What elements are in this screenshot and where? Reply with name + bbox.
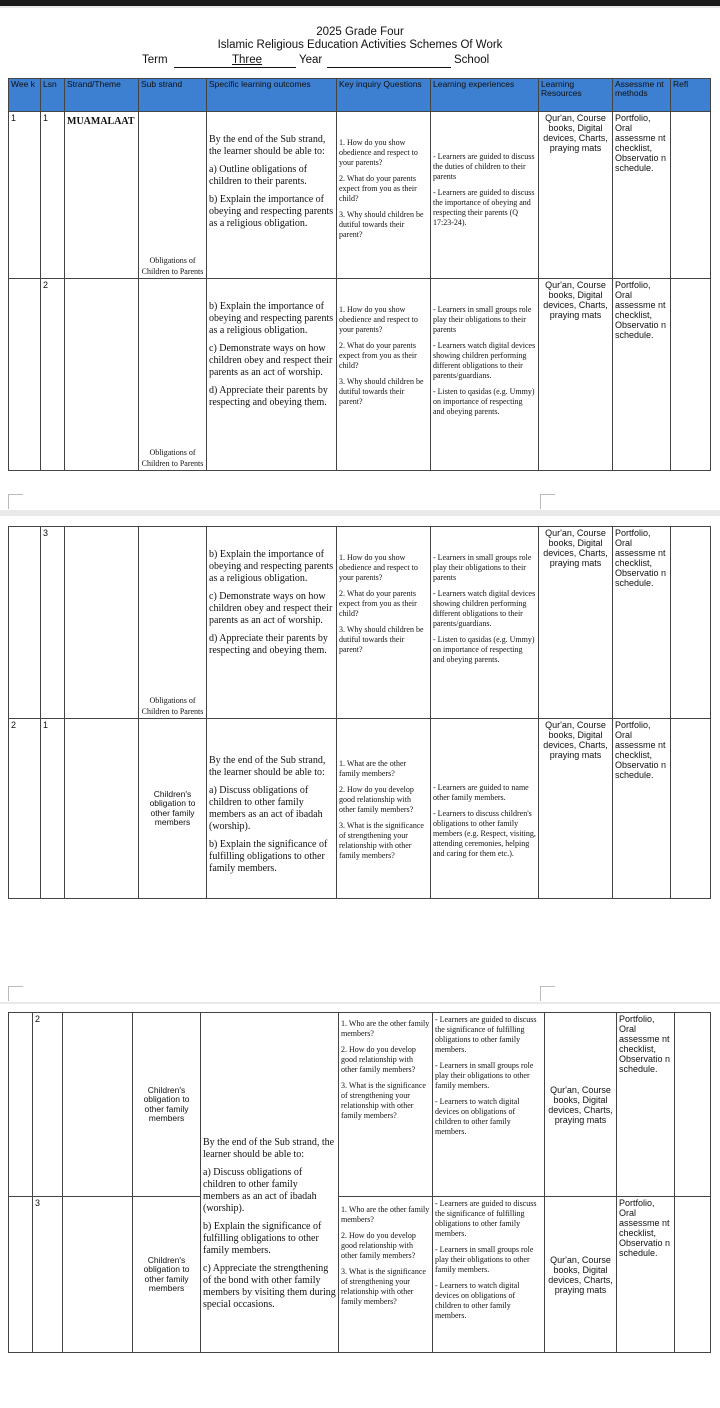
experiences-cell: - Learners in small groups role play their obligations to their parents - Learners watch digital devices showing children performing different obligations to their parents/guardians. - Listen to qasidas (e.g. Ummy) on importance of respecting and obeying parents. — [431, 527, 539, 719]
school-label: School — [454, 54, 490, 66]
outcomes-cell: By the end of the Sub strand, the learner should be able to: a) Outline obligations of children to their parents. b) Explain the importance of obeying and respecting parents as a religious obligation. — [207, 112, 337, 279]
questions-cell: 1. How do you show obedience and respect to your parents? 2. What do your parents expect from you as their child? 3. Why should children be dutiful towards their parent? — [337, 112, 431, 279]
scheme-table-page-2 — [8, 526, 711, 899]
document-page-3 — [0, 1004, 720, 1408]
reflection-cell — [675, 1197, 711, 1353]
col-assessment: Assessme nt methods — [613, 79, 671, 112]
substrand-cell: Obligations of Children to Parents — [139, 527, 207, 719]
document-page-2 — [0, 516, 720, 1002]
table-row — [9, 527, 711, 719]
col-lesson: Lsn — [41, 79, 65, 112]
lesson-cell: 3 — [41, 527, 65, 719]
outcomes-cell-merged: By the end of the Sub strand, the learner should be able to: a) Discuss obligations of children to other family members as an act of ibadah (worship). b) Explain the significance of fulfilling obligations to other family members. c) Appreciate the strengthening of the bond with other family members by visiting them during special occasions. — [201, 1013, 339, 1353]
week-cell — [9, 1013, 33, 1197]
week-cell — [9, 1197, 33, 1353]
year-label: Year — [299, 54, 323, 66]
experiences-cell: - Learners are guided to name other family members. - Learners to discuss children's obligations to other family members (e.g. Respect, visiting, attending ceremonies, helping and caring for them etc.). — [431, 719, 539, 899]
table-row — [9, 1013, 711, 1197]
document-header — [0, 26, 720, 52]
col-reflection: Refl — [671, 79, 711, 112]
reflection-cell — [671, 719, 711, 899]
outcomes-cell: By the end of the Sub strand, the learner should be able to: a) Discuss obligations of children to other family members as an act of ibadah (worship). b) Explain the significance of fulfilling obligations to other family members. — [207, 719, 337, 899]
scheme-table-page-1 — [8, 78, 711, 471]
lesson-cell: 2 — [33, 1013, 63, 1197]
doc-title-line1: 2025 Grade Four — [316, 26, 404, 38]
scheme-table-page-3 — [8, 1012, 711, 1353]
assessment-cell: Portfolio, Oral assessme nt checklist, Observatio n schedule. — [617, 1197, 675, 1353]
substrand-cell: Obligations of Children to Parents — [139, 112, 207, 279]
strand-cell: MUAMALAAT — [65, 112, 139, 279]
questions-cell: 1. What are the other family members? 2. How do you develop good relationship with other family members? 3. What is the significance of strengthening your relationship with other family members? — [337, 719, 431, 899]
term-label: Term — [142, 54, 168, 66]
substrand-cell: Children's obligation to other family members — [133, 1013, 201, 1197]
questions-cell: 1. Who are the other family members? 2. How do you develop good relationship with other family members? 3. What is the significance of strengthening your relationship with other family members? — [339, 1197, 433, 1353]
questions-cell: 1. How do you show obedience and respect to your parents? 2. What do your parents expect from you as their child? 3. Why should children be dutiful towards their parent? — [337, 279, 431, 471]
experiences-cell: - Learners are guided to discuss the duties of children to their parents - Learners are guided to discuss the importance of obeying and respecting their parents (Q 17:23-24). — [431, 112, 539, 279]
col-questions: Key inquiry Questions — [337, 79, 431, 112]
col-strand: Strand/Theme — [65, 79, 139, 112]
resources-cell: Qur'an, Course books, Digital devices, Charts, praying mats — [545, 1013, 617, 1197]
reflection-cell — [675, 1013, 711, 1197]
table-header-row — [9, 79, 711, 112]
lesson-cell: 1 — [41, 719, 65, 899]
strand-cell — [65, 279, 139, 471]
week-cell — [9, 279, 41, 471]
table-row — [9, 719, 711, 899]
col-outcomes: Specific learning outcomes — [207, 79, 337, 112]
strand-cell — [65, 527, 139, 719]
table-row — [9, 279, 711, 471]
substrand-cell: Children's obligation to other family members — [139, 719, 207, 899]
assessment-cell: Portfolio, Oral assessme nt checklist, Observatio n schedule. — [617, 1013, 675, 1197]
outcomes-cell: b) Explain the importance of obeying and respecting parents as a religious obligation. c) Demonstrate ways on how children obey and respect their parents as an act of worship. d) Appreciate their parents by respecting and obeying them. — [207, 279, 337, 471]
resources-cell: Qur'an, Course books, Digital devices, Charts, praying mats — [545, 1197, 617, 1353]
table-row — [9, 1197, 711, 1353]
resources-cell: Qur'an, Course books, Digital devices, Charts, praying mats — [539, 527, 613, 719]
col-substrand: Sub strand — [139, 79, 207, 112]
assessment-cell: Portfolio, Oral assessme nt checklist, Observatio n schedule. — [613, 112, 671, 279]
questions-cell: 1. Who are the other family members? 2. How do you develop good relationship with other family members? 3. What is the significance of strengthening your relationship with other family members? — [339, 1013, 433, 1197]
assessment-cell: Portfolio, Oral assessme nt checklist, Observatio n schedule. — [613, 279, 671, 471]
week-cell: 2 — [9, 719, 41, 899]
lesson-cell: 3 — [33, 1197, 63, 1353]
week-cell: 1 — [9, 112, 41, 279]
reflection-cell — [671, 279, 711, 471]
reflection-cell — [671, 112, 711, 279]
assessment-cell: Portfolio, Oral assessme nt checklist, Observatio n schedule. — [613, 719, 671, 899]
doc-title-line2: Islamic Religious Education Activities Schemes Of Work — [217, 39, 503, 51]
resources-cell: Qur'an, Course books, Digital devices, Charts, praying mats — [539, 279, 613, 471]
reflection-cell — [671, 527, 711, 719]
document-page-1 — [0, 8, 720, 510]
outcomes-cell: b) Explain the importance of obeying and respecting parents as a religious obligation. c) Demonstrate ways on how children obey and respect their parents as an act of worship. d) Appreciate their parents by respecting and obeying them. — [207, 527, 337, 719]
strand-cell — [63, 1197, 133, 1353]
assessment-cell: Portfolio, Oral assessme nt checklist, Observatio n schedule. — [613, 527, 671, 719]
col-experiences: Learning experiences — [431, 79, 539, 112]
experiences-cell: - Learners are guided to discuss the significance of fulfilling obligations to other family members. - Learners in small groups role play their obligations to other family members. - Learners to watch digital devices on obligations of children to other family members. — [433, 1197, 545, 1353]
strand-cell — [65, 719, 139, 899]
resources-cell: Qur'an, Course books, Digital devices, Charts, praying mats — [539, 719, 613, 899]
term-value: Three — [232, 54, 263, 66]
questions-cell: 1. How do you show obedience and respect to your parents? 2. What do your parents expect from you as their child? 3. Why should children be dutiful towards their parent? — [337, 527, 431, 719]
lesson-cell: 1 — [41, 112, 65, 279]
experiences-cell: - Learners are guided to discuss the significance of fulfilling obligations to other family members. - Learners in small groups role play their obligations to other family members. - Learners to watch digital devices on obligations of children to other family members. — [433, 1013, 545, 1197]
viewer-top-bar — [0, 0, 720, 6]
resources-cell: Qur'an, Course books, Digital devices, Charts, praying mats — [539, 112, 613, 279]
week-cell — [9, 527, 41, 719]
experiences-cell: - Learners in small groups role play their obligations to their parents - Learners watch digital devices showing children performing different obligations to their parents/guardians. - Listen to qasidas (e.g. Ummy) on importance of respecting and obeying parents. — [431, 279, 539, 471]
table-row — [9, 112, 711, 279]
substrand-cell: Obligations of Children to Parents — [139, 279, 207, 471]
col-resources: Learning Resources — [539, 79, 613, 112]
strand-cell — [63, 1013, 133, 1197]
substrand-cell: Children's obligation to other family members — [133, 1197, 201, 1353]
col-week: Wee k — [9, 79, 41, 112]
lesson-cell: 2 — [41, 279, 65, 471]
